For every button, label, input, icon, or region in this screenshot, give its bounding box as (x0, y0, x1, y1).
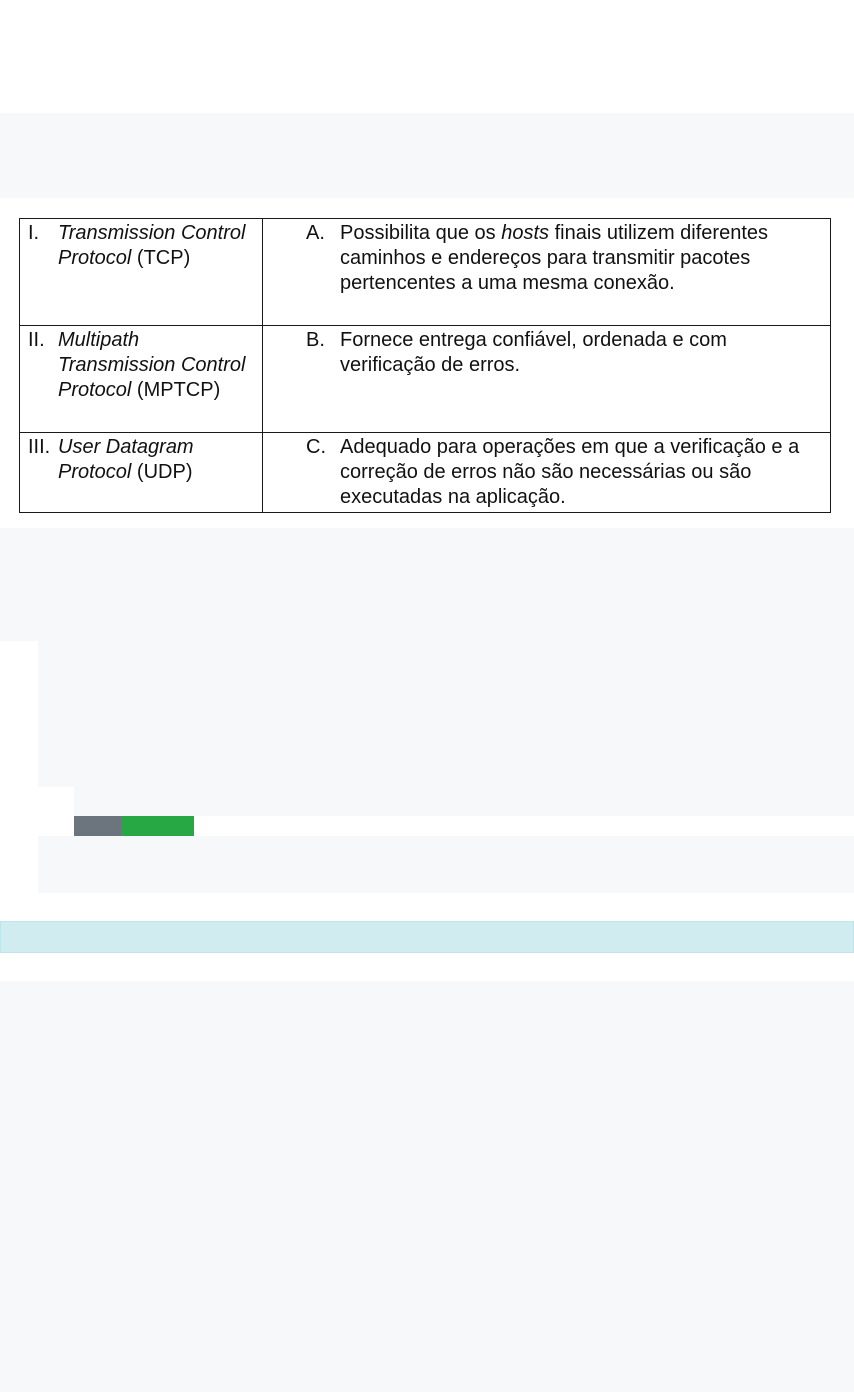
table-row (20, 219, 831, 326)
description-text: Possibilita que os (340, 222, 502, 244)
row-marker: II. (28, 329, 45, 351)
protocol-name: User Datagram Protocol (58, 436, 194, 483)
submit-button[interactable] (121, 816, 194, 836)
protocol-cell (20, 326, 263, 433)
description-cell (263, 219, 831, 326)
description-cell (263, 326, 831, 433)
question-image (19, 218, 830, 512)
answer-panel (0, 528, 854, 641)
row-marker: B. (306, 329, 325, 351)
protocol-acronym: (UDP) (131, 461, 193, 483)
secondary-button[interactable] (74, 816, 121, 836)
protocol-cell (20, 433, 263, 513)
protocol-cell (20, 219, 263, 326)
description-italic: hosts (501, 222, 550, 244)
comments-panel (0, 981, 854, 1392)
table-row (20, 433, 831, 513)
description-cell (263, 433, 831, 513)
row-marker: C. (306, 436, 326, 458)
protocol-acronym: (TCP) (131, 247, 191, 269)
row-marker: I. (28, 222, 40, 244)
row-marker: III. (28, 436, 51, 458)
row-marker: A. (306, 222, 325, 244)
matching-table (19, 218, 831, 513)
question-header-panel (0, 113, 854, 198)
protocol-acronym: (MPTCP) (131, 379, 221, 401)
description-text: Fornece entrega confiável, ordenada e com verificação de erros. (340, 329, 727, 376)
description-text-end: finais utilizem diferentes caminhos e endereços para transmitir pacotes pertencentes a uma mesma conexão. (340, 222, 768, 294)
protocol-name: Multipath Transmission Control Protocol (58, 329, 246, 401)
answer-options-area (38, 641, 854, 787)
answer-strip (74, 787, 854, 816)
info-alert (0, 921, 854, 953)
description-text: Adequado para operações em que a verificação e a correção de erros não são necessárias ou são executadas na aplicação. (340, 436, 800, 508)
table-row (20, 326, 831, 433)
protocol-name: Transmission Control Protocol (58, 222, 246, 269)
answer-footer-panel (38, 836, 854, 893)
